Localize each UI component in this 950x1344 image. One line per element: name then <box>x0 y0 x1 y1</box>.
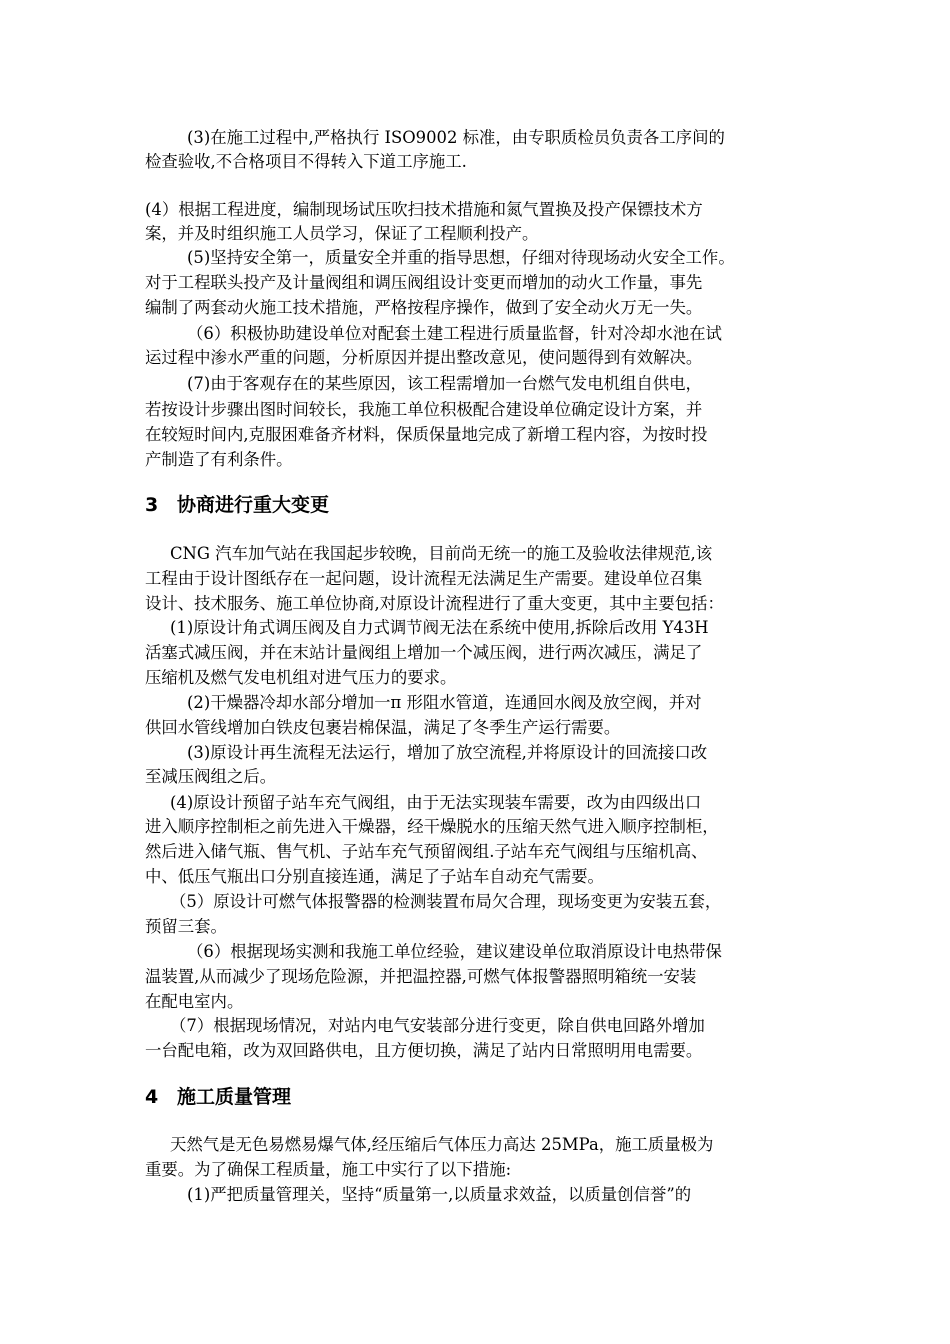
section-title: 施工质量管理 <box>177 1086 292 1108</box>
text-line: 一台配电箱，改为双回路供电，且方便切换，满足了站内日常照明用电需要。 <box>145 1041 703 1060</box>
text-line: （6）根据现场实测和我施工单位经验，建议建设单位取消原设计电热带保 <box>187 942 722 961</box>
text-line: 运过程中渗水严重的问题，分析原因并提出整改意见，使问题得到有效解决。 <box>145 348 703 367</box>
text-line: 工程由于设计图纸存在一起问题，设计流程无法满足生产需要。建设单位召集 <box>145 569 703 588</box>
text-line: (7)由于客观存在的某些原因，该工程需增加一台燃气发电机组自供电， <box>187 374 702 393</box>
text-line: 天然气是无色易燃易爆气体,经压缩后气体压力高达 25MPa，施工质量极为 <box>170 1135 714 1154</box>
text-line: 中、低压气瓶出口分别直接连通，满足了子站车自动充气需要。 <box>145 867 604 886</box>
text-line: （6）积极协助建设单位对配套土建工程进行质量监督，针对冷却水池在试 <box>187 324 722 343</box>
text-line: (5)坚持安全第一，质量安全并重的指导思想，仔细对待现场动火安全工作。 <box>187 248 735 267</box>
text-line: 检查验收,不合格项目不得转入下道工序施工. <box>145 152 467 171</box>
text-line: 对于工程联头投产及计量阀组和调压阀组设计变更而增加的动火工作量，事先 <box>145 273 703 292</box>
text-line: 预留三套。 <box>145 917 227 936</box>
text-line: 供回水管线增加白铁皮包裹岩棉保温，满足了冬季生产运行需要。 <box>145 718 621 737</box>
text-line: (2)干燥器冷却水部分增加一π 形阻水管道，连通回水阀及放空阀，并对 <box>187 693 702 712</box>
section-heading-3 <box>145 492 329 518</box>
text-line: 进入顺序控制柜之前先进入干燥器，经干燥脱水的压缩天然气进入顺序控制柜， <box>145 817 719 836</box>
text-line: (1)原设计角式调压阀及自力式调节阀无法在系统中使用,拆除后改用 Y43H <box>170 618 709 637</box>
text-line: 重要。为了确保工程质量，施工中实行了以下措施: <box>145 1160 512 1179</box>
text-line: 然后进入储气瓶、售气机、子站车充气预留阀组.子站车充气阀组与压缩机高、 <box>145 842 708 861</box>
text-line: 设计、技术服务、施工单位协商,对原设计流程进行了重大变更，其中主要包括： <box>145 594 724 613</box>
text-line: 活塞式减压阀，并在末站计量阀组上增加一个减压阀，进行两次减压，满足了 <box>145 643 703 662</box>
text-line: (1)严把质量管理关，坚持“质量第一,以质量求效益，以质量创信誉”的 <box>187 1185 692 1204</box>
text-line: CNG 汽车加气站在我国起步较晚，目前尚无统一的施工及验收法律规范,该 <box>170 544 713 563</box>
text-line: 产制造了有利条件。 <box>145 450 293 469</box>
text-line: (3)在施工过程中,严格执行 ISO9002 标准，由专职质检员负责各工序间的 <box>187 128 725 147</box>
text-line: 压缩机及燃气发电机组对进气压力的要求。 <box>145 668 457 687</box>
section-title: 协商进行重大变更 <box>177 494 330 516</box>
text-line: (4)原设计预留子站车充气阀组，由于无法实现装车需要，改为由四级出口 <box>170 793 702 812</box>
section-heading-4 <box>145 1084 291 1110</box>
text-line: （5）原设计可燃气体报警器的检测装置布局欠合理，现场变更为安装五套， <box>170 892 722 911</box>
text-line: 在配电室内。 <box>145 992 244 1011</box>
section-number: 4 <box>145 1086 159 1108</box>
text-line: 至减压阀组之后。 <box>145 767 277 786</box>
text-line: 在较短时间内,克服困难备齐材料，保质保量地完成了新增工程内容，为按时投 <box>145 425 708 444</box>
text-line: 案，并及时组织施工人员学习，保证了工程顺利投产。 <box>145 224 539 243</box>
text-line: （7）根据现场情况，对站内电气安装部分进行变更，除自供电回路外增加 <box>170 1016 705 1035</box>
section-number: 3 <box>145 494 159 516</box>
text-line: 编制了两套动火施工技术措施，严格按程序操作，做到了安全动火万无一失。 <box>145 298 703 317</box>
text-line: 若按设计步骤出图时间较长，我施工单位积极配合建设单位确定设计方案，并 <box>145 400 703 419</box>
text-line: (4）根据工程进度，编制现场试压吹扫技术措施和氮气置换及投产保镖技术方 <box>145 200 703 219</box>
text-line: 温装置,从而减少了现场危险源，并把温控器,可燃气体报警器照明箱统一安装 <box>145 967 697 986</box>
text-line: (3)原设计再生流程无法运行，增加了放空流程,并将原设计的回流接口改 <box>187 743 708 762</box>
